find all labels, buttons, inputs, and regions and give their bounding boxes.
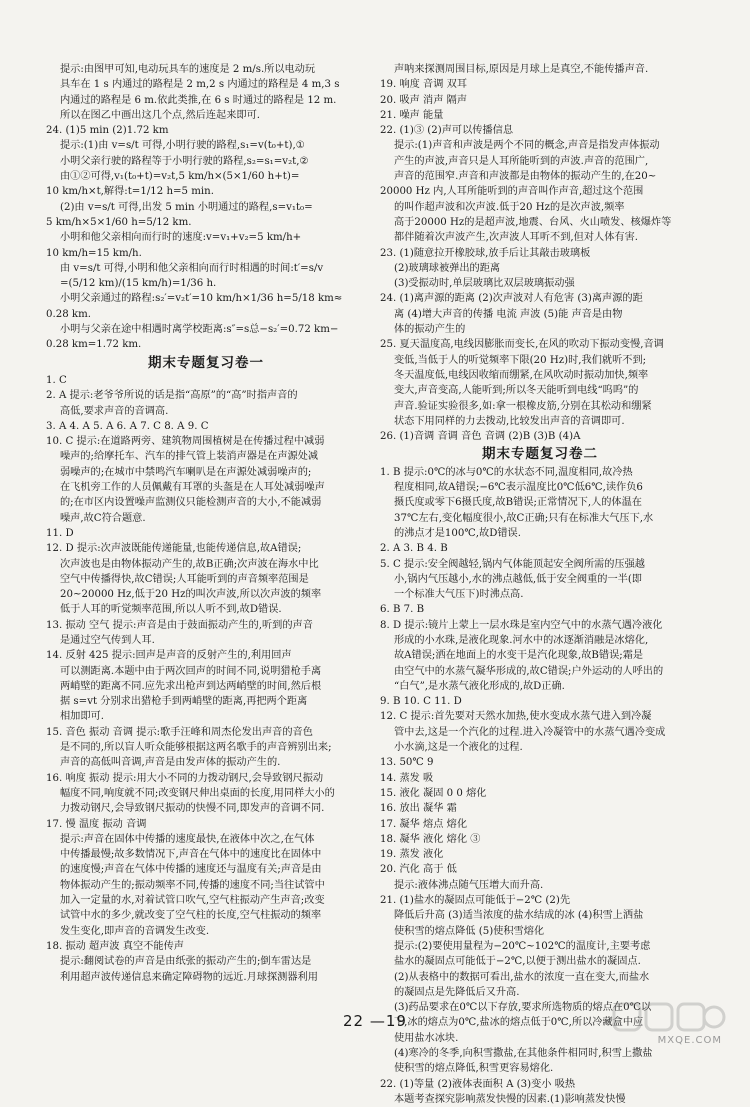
answer-line: 的沸点才是100℃,故D错误. xyxy=(394,527,521,539)
answer-line: 由①②可得,v₁(t₀+t)=v₂t,5 km/h×(5×1/60 h+t)= xyxy=(60,171,300,183)
answer-line: 12. C 提示:首先要对天然水加热,使水变成水蒸气进入到冷凝 xyxy=(380,711,652,723)
answer-line: 0.28 km. xyxy=(46,308,91,320)
answer-line: 5 km/h×5×1/60 h=5/12 km. xyxy=(46,216,192,228)
answer-line: 提示:(1)由 v=s/t 可得,小明行驶的路程,s₁=v(t₀+t),① xyxy=(60,140,305,152)
answer-line: 离 (4)增大声音的传播 电流 声波 (5)能 声音是由物 xyxy=(394,308,623,320)
answer-line: (2)由 v=s/t 可得,出发 5 min 小明通过的路程,s=v₁t₀= xyxy=(60,201,313,213)
answer-line: 37℃左右,变化幅度很小,故C正确;只有在标准大气压下,水 xyxy=(394,512,654,524)
answer-line: 摄氏度或零下6摄氏度,故B错误;正常情况下,人的体温在 xyxy=(394,497,642,509)
answer-line: 一个标准大气压下)时沸点高. xyxy=(394,589,524,601)
answer-line: 12. D 提示:次声波既能传递能量,也能传递信息,故A错误; xyxy=(46,543,302,555)
answer-line: 所以在图乙中画出这几个点,然后连起来即可. xyxy=(60,109,261,121)
answer-line: 10 km/h=15 km/h. xyxy=(46,247,142,259)
answer-line: 14. 反射 425 提示:回声是声音的反射产生的,利用回声 xyxy=(46,650,292,662)
answer-line: 22. (1)等量 (2)液体表面积 A (3)变小 吸热 xyxy=(380,1078,576,1090)
answer-line: 21. (1)盐水的凝固点可能低于−2℃ (2)先 xyxy=(380,895,571,907)
answer-line: (2)玻璃球被弹出的距离 xyxy=(394,262,501,274)
left-answer-block-2 xyxy=(46,373,366,985)
answer-line: 力拨动钢尺,会导致钢尺振动的快慢不同,即发声的音调不同. xyxy=(60,803,325,815)
answer-line: (3)药品要求在0℃以下存放,要求所选物质的熔点在0℃以 xyxy=(394,1002,652,1014)
answer-line: “白气”,是水蒸气液化形成的,故D正确. xyxy=(394,680,565,692)
answer-line: 空气中传播得快,故C错误;人耳能听到的声音频率范围是 xyxy=(60,573,309,585)
answer-line: 声音的高低叫音调,声音是由发声体的振动产生的. xyxy=(60,757,281,769)
answer-line: 由空气中的水蒸气凝华形成的,故C错误;户外运动的人呼出的 xyxy=(394,665,664,677)
answer-line: 1. C xyxy=(46,374,67,386)
answer-line: 噪声的;给摩托车、汽车的排气管上装消声器是在声源处减 xyxy=(60,451,319,463)
answer-line: 高于20000 Hz的是超声波,地震、台风、火山喷发、核爆炸等 xyxy=(394,216,672,228)
answer-line: 的;在市区内设置噪声监测仪只能检测声音的大小,不能减弱 xyxy=(60,497,322,509)
answer-line: 声音.验证实验很多,如:拿一根橡皮筋,分别在其松动和绷紧 xyxy=(394,400,652,412)
answer-line: 小明与父亲在途中相遇时离学校距离:s″=s总−s₂′=0.72 km− xyxy=(60,324,339,336)
answer-line: 6. B 7. B xyxy=(380,604,425,616)
answer-line: 小,锅内气压越小,水的沸点越低,低于安全阀重的一半(即 xyxy=(394,573,642,585)
answer-line: 下,冰的熔点为0℃,盐冰的熔点低于0℃,所以冷藏盒中应 xyxy=(394,1017,644,1029)
page-number: 22 —19 xyxy=(343,1012,407,1030)
answer-line: 由 v=s/t 可得,小明和他父亲相向而行时相遇的时间:t′=s/v xyxy=(60,262,324,274)
answer-line: 噪声,故C符合题意. xyxy=(60,512,146,524)
answer-line: 15. 音色 振动 音调 提示:歌手汪峰和周杰伦发出声音的音色 xyxy=(46,726,313,738)
answer-line: 提示:声音在固体中传播的速度最快,在液体中次之,在气体 xyxy=(60,833,315,845)
answer-line: 提示:(2)要使用量程为−20℃~102℃的温度计,主要考虑 xyxy=(394,940,651,952)
answer-line: 体的振动产生的 xyxy=(394,324,466,336)
answer-line: (4)寒冷的冬季,向积雪撒盐,在其他条件相同时,积雪上撒盐 xyxy=(394,1048,653,1059)
answer-line: 发生变化,即声音的音调发生改变. xyxy=(60,925,210,937)
answer-line: 的叫作超声波和次声波.低于20 Hz的是次声波,频率 xyxy=(394,201,625,213)
answer-line: 在飞机旁工作的人员佩戴有耳罩的头盔是在人耳处减弱噪声 xyxy=(60,482,325,494)
answer-line: 中传播最慢;故多数情况下,声音在气体中的速度比在固体中 xyxy=(60,849,322,861)
answer-line: 13. 50℃ 9 xyxy=(380,757,434,769)
answer-line: 13. 振动 空气 提示:声音是由于鼓面振动产生的,听到的声音 xyxy=(46,619,313,631)
answer-line: 16. 放出 凝华 霜 xyxy=(380,803,457,815)
answer-line: 14. 蒸发 吸 xyxy=(380,772,434,784)
answer-line: 20~20000 Hz,低于20 Hz的叫次声波,所以次声波的频率 xyxy=(60,589,322,601)
answer-line: 21. 噪声 能量 xyxy=(380,109,444,121)
answer-line: 小水滴,这是一个液化的过程. xyxy=(394,742,523,754)
answer-line: 冬天温度低,电线因收缩而绷紧,在风吹动时振动加快,频率 xyxy=(394,369,649,381)
answer-line: =(5/12 km)/(15 km/h)=1/36 h. xyxy=(60,278,217,290)
answer-line: 19. 响度 音调 双耳 xyxy=(380,79,468,91)
answer-line: 据 s=vt 分别求出猎枪手到两峭壁的距离,再把两个距离 xyxy=(60,696,308,708)
answer-line: 试管中水的多少,就改变了空气柱的长度,空气柱振动的频率 xyxy=(60,910,322,922)
answer-line: 25. 夏天温度高,电线因膨胀而变长,在风的吹动下振动变慢,音调 xyxy=(380,339,664,351)
answer-line: 声音的范围窄.声音和声波都是由物体的振动产生的,在20~ xyxy=(394,171,657,183)
answer-line: 的凝固点是先降低后又升高. xyxy=(394,986,520,998)
answer-line: 16. 响度 振动 提示:用大小不同的力拨动钢尺,会导致钢尺振动 xyxy=(46,772,324,784)
answer-line: 提示:翻阅试卷的声音是由纸张的振动产生的;倒车雷达是 xyxy=(60,956,312,968)
answer-line: 8. D 提示:镜片上蒙上一层水珠是室内空气中的水蒸气遇冷液化 xyxy=(380,619,663,631)
answer-line: 17. 慢 温度 振动 音调 xyxy=(46,818,147,830)
answer-line: 可以测距离.本题中由于两次回声的时间不同,说明猎枪手离 xyxy=(60,665,322,677)
answer-line: 使用盐水冰块. xyxy=(394,1032,459,1044)
answer-line: 幅度不同,响度就不同;改变钢尺伸出桌面的长度,用同样大小的 xyxy=(60,787,335,799)
answer-line: 物体振动产生的;振动频率不同,传播的速度不同;当往试管中 xyxy=(60,879,325,891)
answer-line: 23. (1)随意拉开橡胶球,放手后让其敲击玻璃板 xyxy=(380,247,591,259)
answer-line: 低于人耳的听觉频率范围,所以人听不到,故D错误. xyxy=(60,604,282,616)
answer-line: 高低,要求声音的音调高. xyxy=(60,405,169,417)
answer-line: 声呐来探测周围目标,原因是月球上是真空,不能传播声音. xyxy=(394,64,649,75)
answer-line: 3. A 4. A 5. A 6. A 7. C 8. A 9. C xyxy=(46,420,209,432)
answer-line: (2)从表格中的数据可看出,盐水的浓度一直在变大,而盐水 xyxy=(394,971,650,983)
answer-line: 变大,声音变高,人能听到;所以冬天能听到电线“呜呜”的 xyxy=(394,385,639,397)
answer-line: 2. A 3. B 4. B xyxy=(380,543,448,555)
answer-line: 18. 凝华 液化 熔化 ③ xyxy=(380,833,481,845)
section-title-2: 期末专题复习卷二 xyxy=(482,446,598,463)
answer-line: 提示:液体沸点随气压增大而升高. xyxy=(394,879,544,891)
answer-line: 24. (1)离声源的距离 (2)次声波对人有危害 (3)离声源的距 xyxy=(380,293,643,305)
answer-line: 5. C 提示:安全阀越轻,锅内气体能顶起安全阀所需的压强越 xyxy=(380,558,645,570)
answer-line: 小明父亲通过的路程:s₂′=v₂t′=10 km/h×1/36 h=5/18 km≈ xyxy=(60,293,343,305)
answer-line: 24. (1)5 min (2)1.72 km xyxy=(46,125,169,137)
answer-line: 提示:由图甲可知,电动玩具车的速度是 2 m/s.所以电动玩 xyxy=(60,64,316,75)
answer-line: 是通过空气传到人耳. xyxy=(60,634,155,646)
answer-line: 1. B 提示:0℃的冰与0℃的水状态不同,温度相同,故冷热 xyxy=(380,466,633,478)
answer-line: 0.28 km=1.72 km. xyxy=(46,339,142,351)
answer-line: 内通过的路程是 6 m.依此类推,在 6 s 时通过的路程是 12 m. xyxy=(60,94,337,106)
answer-line: 小明和他父亲相向而行时的速度:v=v₁+v₂=5 km/h+ xyxy=(60,232,302,244)
answer-line: 相加即可. xyxy=(60,711,104,723)
answer-line: 20. 汽化 高于 低 xyxy=(380,864,457,876)
answer-line: 弱噪声的;在城市中禁鸣汽车喇叭是在声源处减弱噪声的; xyxy=(60,466,312,478)
answer-line: 22. (1)③ (2)声可以传播信息 xyxy=(380,125,514,137)
answer-line: 15. 液化 凝固 0 0 熔化 xyxy=(380,787,487,799)
answer-line: 10. C 提示:在道路两旁、建筑物周围植树是在传播过程中减弱 xyxy=(46,436,325,448)
answer-line: 两峭壁的距离不同.应先求出枪声到达两峭壁的时间,然后根 xyxy=(60,680,322,692)
answer-line: 9. B 10. C 11. D xyxy=(380,696,462,708)
answer-line: 19. 蒸发 液化 xyxy=(380,849,444,861)
answer-line: 状态下用同样的力去拨动,比较发出声音的音调即可. xyxy=(394,415,625,427)
answer-line: 具车在 1 s 内通过的路程是 2 m,2 s 内通过的路程是 4 m,3 s xyxy=(60,79,340,91)
answer-line: 程度相同,故A错误;−6℃表示温度比0℃低6℃,读作负6 xyxy=(394,482,643,494)
answer-line: 次声波也是由物体振动产生的,故B正确;次声波在海水中比 xyxy=(60,558,319,570)
answer-line: 是不同的,所以盲人听众能够根据这两名歌手的声音辨别出来; xyxy=(60,742,332,754)
right-answer-block-1 xyxy=(380,62,700,444)
left-answer-block-1 xyxy=(46,62,366,353)
answer-line: 小明父亲行驶的路程等于小明行驶的路程,s₂=s₁=v₂t,② xyxy=(60,155,309,167)
answer-line: 使积雪的熔点降低,积雪更容易熔化. xyxy=(394,1063,554,1075)
answer-line: 故A错误;洒在地面上的水变干是汽化现象,故B错误;霜是 xyxy=(394,650,644,662)
answer-line: 提示:(1)声音和声波是两个不同的概念,声音是指发声体振动 xyxy=(394,140,660,152)
answer-line: 20000 Hz 内,人耳所能听到的声音叫作声音,超过这个范围 xyxy=(380,186,644,198)
answer-line: 管中去,这是一个汽化的过程.进入冷凝管中的水蒸气遇冷变成 xyxy=(394,726,666,738)
answer-line: 盐水的凝固点可能低于−2℃,以便于测出盐水的凝固点. xyxy=(394,956,641,968)
answer-line: 利用超声波传递信息来确定障碍物的远近.月球探测器利用 xyxy=(60,971,318,983)
answer-line: 17. 凝华 熔点 熔化 xyxy=(380,818,468,830)
answer-line: 都伴随着次声波产生,次声波人耳听不到,但对人体有害. xyxy=(394,232,639,244)
answer-line: 26. (1)音调 音调 音色 音调 (2)B (3)B (4)A xyxy=(380,431,581,443)
answer-line: 降低后升高 (3)适当浓度的盐水结成的冰 (4)积雪上洒盐 xyxy=(394,910,644,922)
answer-line: 11. D xyxy=(46,527,74,539)
answer-line: 本题考查探究影响蒸发快慢的因素.(1)影响蒸发快慢 xyxy=(394,1093,626,1105)
answer-line: 产生的声波,声音只是人耳所能听到的声波.声音的范围广, xyxy=(394,155,649,167)
watermark-text: MXQE.COM xyxy=(657,1035,722,1046)
answer-line: 2. A 提示:老爷爷所说的话是指“高原”的“高”时指声音的 xyxy=(46,390,298,402)
answer-line: 使积雪的熔点降低 (5)使积雪熔化 xyxy=(394,925,545,937)
answer-line: 18. 振动 超声波 真空不能传声 xyxy=(46,940,184,952)
answer-line: (3)受振动时,单层玻璃比双层玻璃振动强 xyxy=(394,278,575,290)
answer-line: 的速度慢;声音在气体中传播的速度还与温度有关;声音是由 xyxy=(60,864,322,876)
answer-line: 形成的小水珠,是液化现象.河水中的冰逐渐消融是冰熔化, xyxy=(394,634,649,646)
answer-line: 变低,当低于人的听觉频率下限(20 Hz)时,我们就听不到; xyxy=(394,354,647,366)
answer-line: 加入一定量的水,对着试管口吹气,空气柱振动产生声音;改变 xyxy=(60,895,325,907)
answer-line: 20. 吸声 消声 隔声 xyxy=(380,94,468,106)
section-title-1: 期末专题复习卷一 xyxy=(148,354,264,371)
answer-line: 10 km/h×t,解得:t=1/12 h=5 min. xyxy=(46,186,214,198)
left-column xyxy=(46,62,366,1022)
